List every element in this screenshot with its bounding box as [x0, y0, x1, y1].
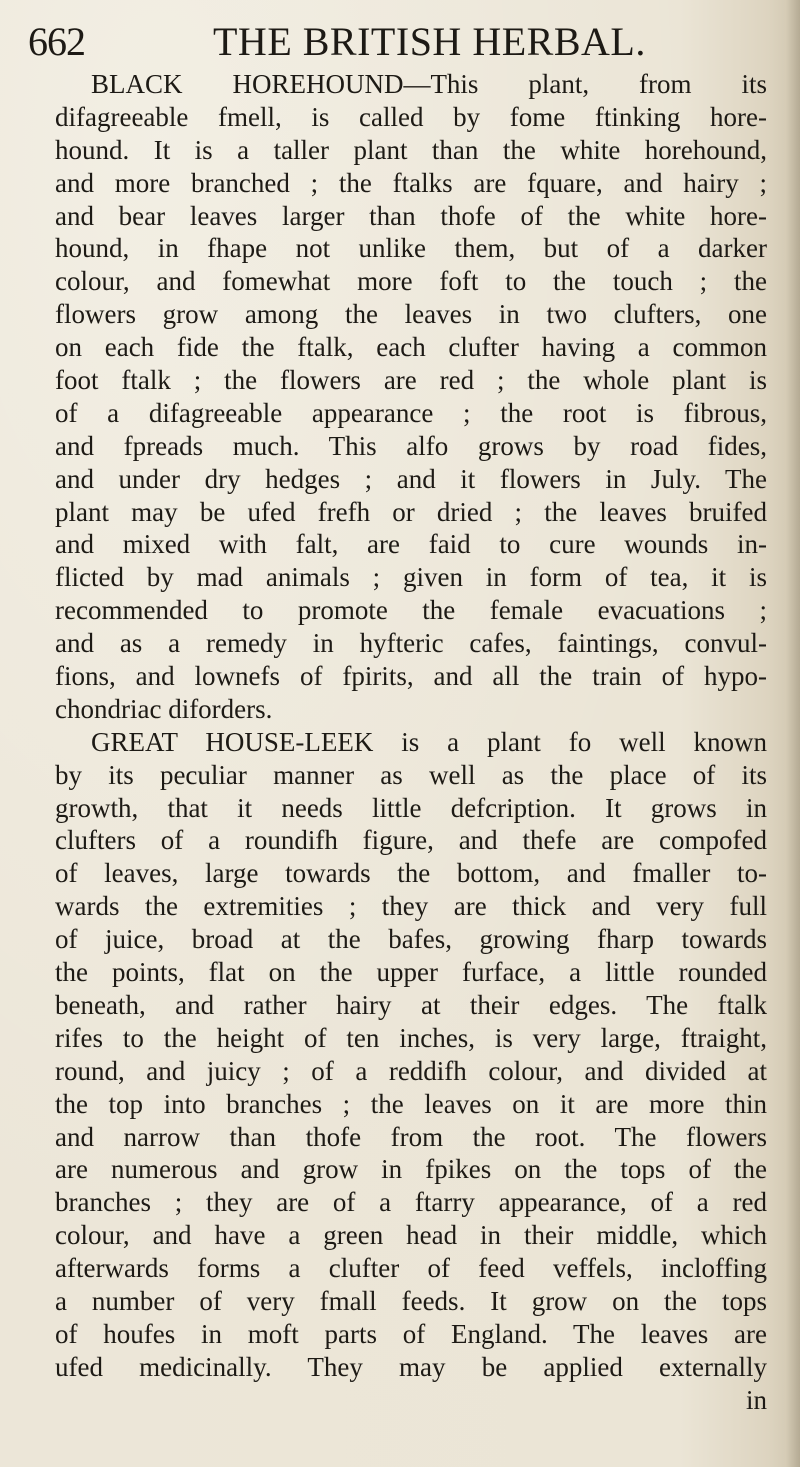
text-line: of juice, broad at the bafes, growing fharp towards — [55, 924, 767, 955]
running-title: THE BRITISH HERBAL. — [213, 19, 646, 64]
text-line: fions, and lownefs of fpirits, and all the train of hypo- — [55, 661, 767, 692]
text-line: round, and juicy ; of a reddifh colour, and divided at — [55, 1055, 767, 1086]
page-number: 662 — [28, 19, 85, 64]
text-line: growth, that it needs little defcription. It grows in — [55, 792, 767, 823]
text-line: and under dry hedges ; and it flowers in July. The — [55, 463, 767, 494]
text-line: rifes to the height of ten inches, is very large, ftraight, — [55, 1022, 767, 1053]
text-line: a number of very fmall feeds. It grow on the tops — [55, 1285, 767, 1316]
text-line: and fpreads much. This alfo grows by road fides, — [55, 430, 767, 461]
text-line: plant may be ufed frefh or dried ; the leaves bruifed — [55, 496, 767, 527]
text-line: difagreeable fmell, is called by fome ftinking hore- — [55, 101, 767, 132]
paragraph-great-house-leek — [55, 726, 767, 1384]
text-line: flowers grow among the leaves in two clufters, one — [55, 299, 767, 330]
text-line: branches ; they are of a ftarry appearance, of a red — [55, 1187, 767, 1218]
text-line: ufed medicinally. They may be applied externally — [55, 1351, 767, 1382]
running-head — [28, 18, 768, 66]
text-line: wards the extremities ; they are thick and very full — [55, 891, 767, 922]
text-line: of a difagreeable appearance ; the root is fibrous, — [55, 397, 767, 428]
text-line: beneath, and rather hairy at their edges. The ftalk — [55, 989, 767, 1020]
text-line: foot ftalk ; the flowers are red ; the whole plant is — [55, 365, 767, 396]
body-text — [55, 68, 767, 1417]
text-line: and bear leaves larger than thofe of the white hore- — [55, 200, 767, 231]
text-line: on each fide the ftalk, each clufter having a common — [55, 332, 767, 363]
text-line: GREAT HOUSE-LEEK is a plant fo well known — [91, 726, 767, 757]
text-line: flicted by mad animals ; given in form of tea, it is — [55, 562, 767, 593]
text-line: the top into branches ; the leaves on it are more thin — [55, 1088, 767, 1119]
text-line: and mixed with falt, are faid to cure wounds in- — [55, 529, 767, 560]
text-line: and as a remedy in hyfteric cafes, faintings, convul- — [55, 628, 767, 659]
text-line: afterwards forms a clufter of feed veffels, incloffing — [55, 1253, 767, 1284]
page-edge-shadow — [786, 0, 800, 1467]
text-line: and more branched ; the ftalks are fquare, and hairy ; — [55, 167, 767, 198]
text-line: and narrow than thofe from the root. The flowers — [55, 1121, 767, 1152]
text-line: chondriac diforders. — [55, 693, 273, 724]
text-line: of houfes in moft parts of England. The leaves are — [55, 1318, 767, 1349]
catchword: in — [745, 1384, 767, 1415]
text-line: hound, in fhape not unlike them, but of a darker — [55, 233, 767, 264]
text-line: BLACK HOREHOUND—This plant, from its — [91, 69, 767, 99]
text-line: the points, flat on the upper furface, a little rounded — [55, 957, 767, 988]
text-line: of leaves, large towards the bottom, and fmaller to- — [55, 858, 767, 889]
text-line: recommended to promote the female evacuations ; — [55, 595, 767, 626]
text-line: are numerous and grow in fpikes on the tops of the — [55, 1154, 767, 1185]
text-line: by its peculiar manner as well as the place of its — [55, 759, 767, 790]
text-line: colour, and fomewhat more foft to the touch ; the — [55, 266, 767, 297]
text-line: colour, and have a green head in their middle, which — [55, 1220, 767, 1251]
text-line: clufters of a roundifh figure, and thefe are compofed — [55, 825, 767, 856]
text-line: hound. It is a taller plant than the white horehound, — [55, 134, 767, 165]
paragraph-black-horehound — [55, 68, 767, 726]
